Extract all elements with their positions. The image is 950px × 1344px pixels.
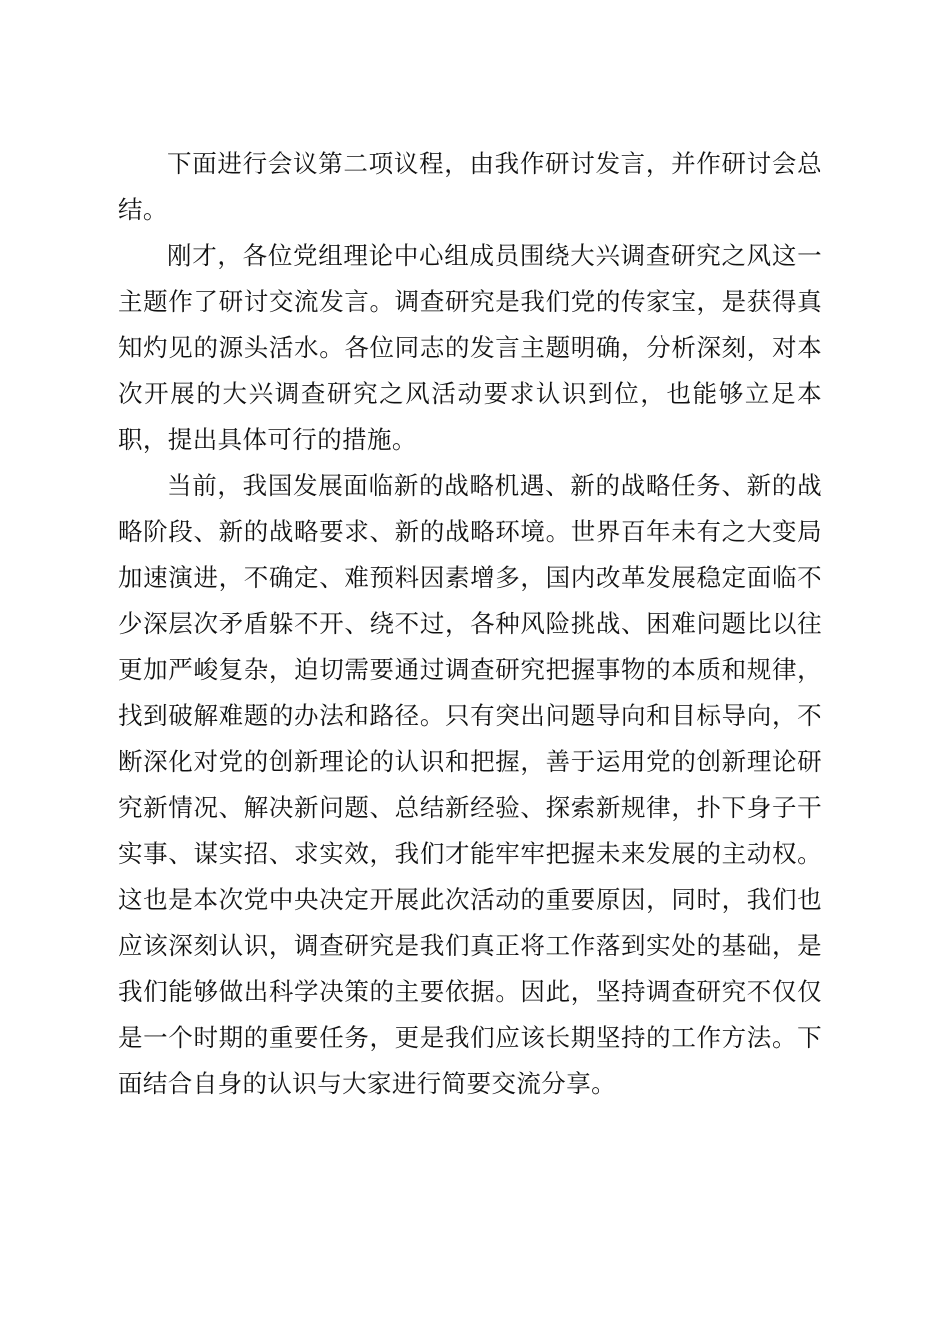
document-body [118,141,822,1107]
paragraph-agenda: 下面进行会议第二项议程，由我作研讨发言，并作研讨会总结。 [118,149,822,224]
paragraph-discussion-summary: 刚才，各位党组理论中心组成员围绕大兴调查研究之风这一主题作了研讨交流发言。调查研究是我们党的传家宝，是获得真知灼见的源头活水。各位同志的发言主题明确，分析深刻，对本次开展的大兴调查研究之风活动要求认识到位，也能够立足本职，提出具体可行的措施。 [118,241,822,454]
paragraph-current-situation: 当前，我国发展面临新的战略机遇、新的战略任务、新的战略阶段、新的战略要求、新的战略环境。世界百年未有之大变局加速演进，不确定、难预料因素增多，国内改革发展稳定面临不少深层次矛盾躲不开、绕不过，各种风险挑战、困难问题比以往更加严峻复杂，迫切需要通过调查研究把握事物的本质和规律，找到破解难题的办法和路径。只有突出问题导向和目标导向，不断深化对党的创新理论的认识和把握，善于运用党的创新理论研究新情况、解决新问题、总结新经验、探索新规律，扑下身子干实事、谋实招、求实效，我们才能牢牢把握未来发展的主动权。这也是本次党中央决定开展此次活动的重要原因，同时，我们也应该深刻认识，调查研究是我们真正将工作落到实处的基础，是我们能够做出科学决策的主要依据。因此，坚持调查研究不仅仅是一个时期的重要任务，更是我们应该长期坚持的工作方法。下面结合自身的认识与大家进行简要交流分享。 [118,471,822,1098]
